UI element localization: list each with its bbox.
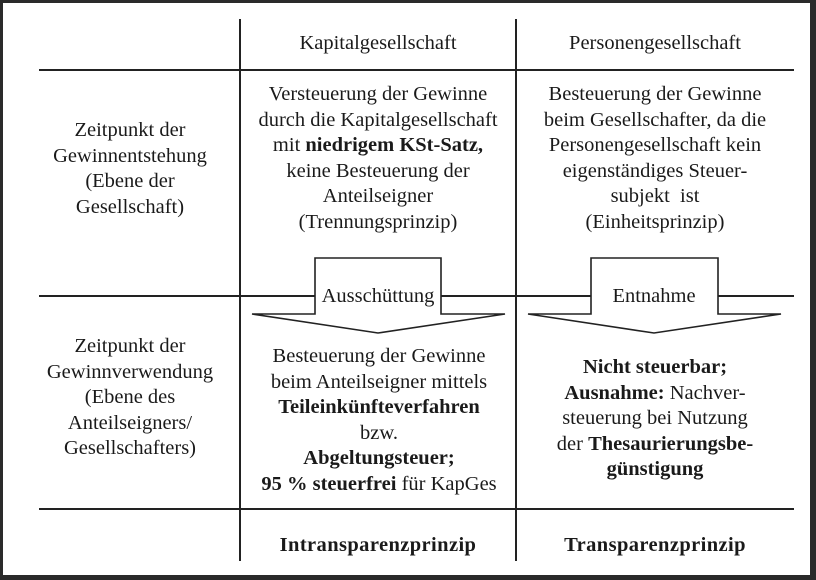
cell-line: bzw. <box>360 421 398 444</box>
cell-line <box>258 133 497 159</box>
cell-line: subjekt ist <box>610 185 700 208</box>
cell-line: steuerung bei Nutzung <box>562 407 748 430</box>
cell-line: (Trennungsprinzip) <box>298 210 458 233</box>
cell-line: Besteuerung der Gewinne <box>548 83 762 105</box>
column-header-kapitalgesellschaft: Kapitalgesellschaft <box>299 32 457 54</box>
cell-text: der <box>556 432 589 455</box>
cell-kap-gewinnverwendung <box>261 344 496 498</box>
cell-line <box>557 355 753 381</box>
cell-text: Nachver- <box>664 381 746 404</box>
cell-text-bold: Thesaurierungsbe- <box>588 432 754 455</box>
row-label-line: Zeitpunkt der <box>74 335 186 357</box>
principle-text: Transparenzprinzip <box>564 534 746 556</box>
cell-text-bold: Nicht steuerbar; <box>582 356 728 378</box>
cell-line <box>557 432 753 458</box>
cell-line: Personengesellschaft kein <box>548 134 762 157</box>
cell-text-bold: 95 % steuerfrei <box>261 472 397 495</box>
cell-line: beim Gesellschafter, da die <box>543 108 767 131</box>
principle-personengesellschaft <box>564 533 746 559</box>
cell-pers-gewinnverwendung <box>557 355 753 483</box>
entnahme-label: Entnahme <box>602 284 705 308</box>
cell-text-bold: Teileinkünfteverfahren <box>278 396 480 419</box>
cell-kap-gewinnentstehung <box>258 82 497 236</box>
row-label-line: Gewinnentstehung <box>53 144 207 167</box>
row-label-line: Gesellschaft) <box>75 195 185 218</box>
cell-line: keine Besteuerung der <box>286 159 470 182</box>
cell-text-bold: günstigung <box>606 458 704 481</box>
row-label-gewinnentstehung <box>53 118 207 220</box>
row-label-line: Anteilseigners/ <box>67 411 193 434</box>
row-label-line: (Ebene der <box>85 170 175 193</box>
row-label-line: Gewinnverwendung <box>46 360 214 383</box>
cell-text: mit <box>272 134 306 157</box>
cell-text-bold: niedrigem KSt-Satz, <box>305 134 484 157</box>
cell-line <box>261 395 496 421</box>
cell-line: Anteilseigner <box>322 185 434 208</box>
row-label-line: Zeitpunkt der <box>74 119 186 141</box>
principle-text: Intransparenzprinzip <box>279 534 477 556</box>
cell-line: durch die Kapitalgesellschaft <box>258 108 498 131</box>
column-header-personengesellschaft: Personengesellschaft <box>569 32 741 54</box>
cell-line <box>261 446 496 472</box>
cell-text: für KapGes <box>396 472 497 495</box>
cell-pers-gewinnentstehung <box>544 82 766 236</box>
cell-line: Versteuerung der Gewinne <box>268 83 488 105</box>
row-label-line: (Ebene des <box>84 386 176 409</box>
cell-line <box>261 472 496 498</box>
cell-line <box>557 457 753 483</box>
ausschuettung-label: Ausschüttung <box>321 285 435 307</box>
row-label-gewinnverwendung <box>47 334 213 462</box>
cell-text-bold: Ausnahme: <box>564 381 665 404</box>
cell-line: (Einheitsprinzip) <box>585 210 725 233</box>
cell-line: eigenständiges Steuer- <box>562 159 748 182</box>
cell-text-bold: Abgeltungsteuer; <box>303 447 455 470</box>
principle-kapitalgesellschaft <box>280 533 477 559</box>
cell-line: beim Anteilseigner mittels <box>270 370 488 393</box>
cell-line: Besteuerung der Gewinne <box>272 345 486 367</box>
row-label-line: Gesellschafters) <box>63 437 197 460</box>
cell-line <box>557 381 753 407</box>
